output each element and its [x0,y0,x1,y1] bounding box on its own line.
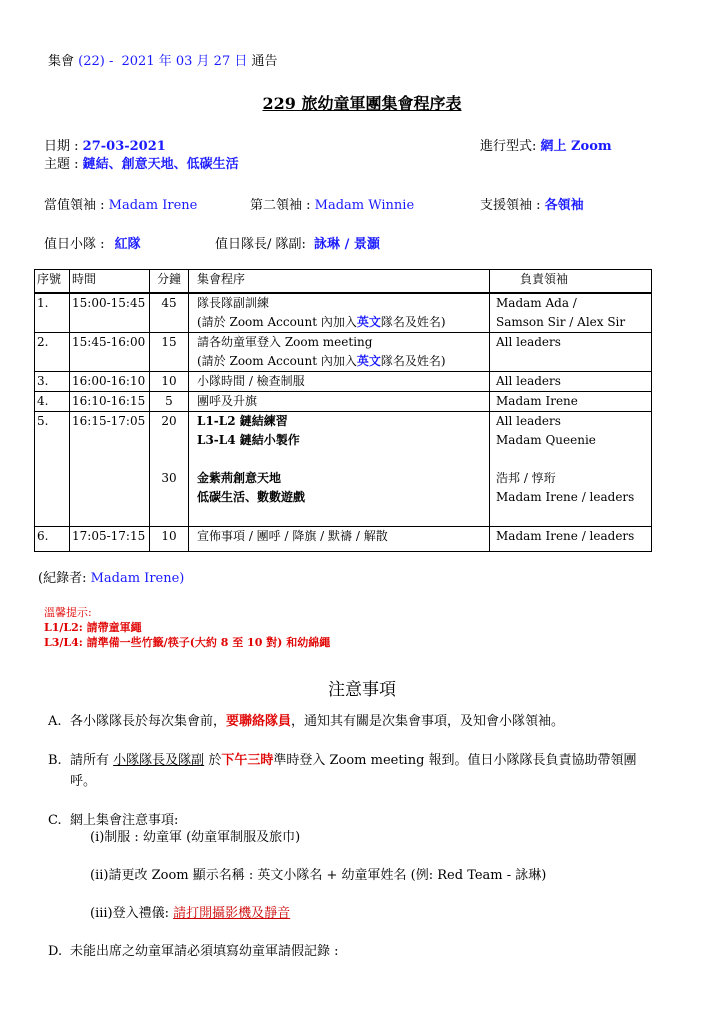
note-post: 隊名及姓名) [380,315,446,329]
header-suffix: 通告 [251,54,278,69]
support-leader-row [480,194,584,213]
programme-line: L3-L4 鏈結小製作 [197,433,300,447]
theme-row [44,153,239,172]
row-leader: Madam Irene [490,392,652,412]
row-programme: 宣佈事項 / 團呼 / 降旗 / 默禱 / 解散 [189,527,490,552]
row-minutes: 10 [150,527,189,552]
table-row [35,372,652,392]
table-row [35,293,652,333]
row-time: 16:15-17:05 [70,412,150,527]
recorder-name: Madam Irene) [90,571,185,586]
header-programme: 集會程序 [189,270,490,294]
row-programme: 小隊時間 / 檢查制服 [189,372,490,392]
notes-heading: 注意事項 [328,680,396,700]
mode-row [480,135,612,154]
leader-line: Samson Sir / Alex Sir [496,315,626,329]
schedule-table [34,269,652,552]
programme-note [197,352,487,371]
note-b-highlight: 下午三時 [221,753,274,768]
minutes-a: 20 [161,414,177,428]
note-c-iii-highlight: 請打開攝影機及靜音 [173,906,291,921]
row-programme [189,333,490,372]
theme-value: 鏈結、創意天地、低碳生活 [82,157,239,172]
note-b-letter: B. [48,753,62,768]
table-row [35,392,652,412]
notice-header [48,50,278,69]
note-b [48,751,637,771]
programme-line: 低碳生活、數數遊戲 [197,490,306,504]
reminder-line-2: L3/L4: 請準備一些竹籤/筷子(大約 8 至 10 對) 和幼綿繩 [44,636,331,649]
second-leader-label: 第二領袖 : [250,198,311,213]
row-no: 3. [35,372,70,392]
leader-line: 浩邦 / 惇珩 [496,471,556,485]
theme-label: 主題 : [44,157,79,172]
note-pre: (請於 Zoom Account 內加入 [197,315,357,329]
note-b-post: 準時登入 Zoom meeting 報到。值日小隊隊長負責協助帶領團 [273,753,637,768]
row-minutes: 45 [150,293,189,333]
note-post: 隊名及姓名) [380,354,446,368]
programme-line: 請各幼童軍登入 Zoom meeting [197,335,373,349]
header-no: 序號 [35,270,70,294]
row-no: 6. [35,527,70,552]
note-d-letter: D. [48,944,63,959]
header-prefix: 集會 [48,54,75,69]
duty-sixer-row [215,233,380,252]
row-time: 16:10-16:15 [70,392,150,412]
note-d-text: 未能出席之幼童軍請必須填寫幼童軍請假記錄 : [70,944,339,959]
row-minutes: 10 [150,372,189,392]
row-time: 16:00-16:10 [70,372,150,392]
row-programme [189,412,490,527]
row-time: 17:05-17:15 [70,527,150,552]
row-leader: All leaders [490,372,652,392]
row-programme: 團呼及升旗 [189,392,490,412]
row-time: 15:00-15:45 [70,293,150,333]
leader-line: Madam Irene / leaders [496,490,635,504]
note-highlight: 英文 [356,315,381,329]
duty-leader-label: 當值領袖 : [44,198,105,213]
note-d [48,942,339,962]
programme-line: 隊長隊副訓練 [197,296,270,310]
note-c-ii: (ii)請更改 Zoom 顯示名稱 : 英文小隊名 + 幼童軍姓名 (例: Red Team - 詠琳) [90,868,547,883]
row-leader [490,333,652,372]
note-c-letter: C. [48,813,62,828]
note-pre: (請於 Zoom Account 內加入 [197,354,357,368]
note-a-post: ，通知其有關是次集會事項，及知會小隊領袖。 [291,714,565,729]
date-value: 27-03-2021 [82,139,166,154]
second-leader-value: Madam Winnie [314,198,415,213]
second-leader-row [250,194,414,213]
note-a [48,712,564,732]
note-a-letter: A. [48,714,62,729]
duty-six-label: 值日小隊 : [44,237,105,252]
recorder-note [38,567,184,586]
header-leader: 負責領袖 [490,270,652,294]
row-leader [490,293,652,333]
date-row [44,135,166,154]
table-row [35,527,652,552]
programme-line: 金紫荊創意天地 [197,471,282,485]
duty-sixer-value: 詠琳 / 景灝 [314,237,380,252]
leader-line: All leaders [496,414,561,428]
programme-note [197,313,487,332]
reminder-line-1: L1/L2: 請帶童軍繩 [44,621,142,634]
note-a-highlight: 要聯絡隊員 [226,714,292,729]
row-time: 15:45-16:00 [70,333,150,372]
duty-sixer-label: 值日隊長/ 隊副: [215,237,306,252]
note-b-cont: 呼。 [70,774,97,789]
note-b-pre: 請所有 [70,753,110,768]
row-minutes [150,412,189,527]
table-row [35,333,652,372]
note-b-underlined: 小隊隊長及隊副 [113,753,205,768]
row-no: 2. [35,333,70,372]
row-leader: Madam Irene / leaders [490,527,652,552]
row-programme [189,293,490,333]
duty-six-value: 紅隊 [114,237,141,252]
row-leader [490,412,652,527]
note-c-title: 網上集會注意事項: [70,813,179,828]
row-no: 4. [35,392,70,412]
note-a-pre: 各小隊隊長於每次集會前， [70,714,227,729]
page-title: 229 旅幼童軍團集會程序表 [262,94,462,113]
note-c-iii-label: (iii)登入禮儀: [90,906,169,921]
note-c-i: (i)制服 : 幼童軍 (幼童軍制服及旅巾) [90,830,301,845]
programme-line: L1-L2 鏈結練習 [197,414,288,428]
note-b-mid: 於 [208,753,222,768]
table-row [35,412,652,527]
row-minutes: 15 [150,333,189,372]
row-no: 5. [35,412,70,527]
duty-six-row [44,233,141,252]
recorder-label: (紀錄者: [38,571,87,586]
support-leader-label: 支援領袖 : [480,198,541,213]
header-date: 2021 年 03 月 27 日 [121,54,248,69]
header-minutes: 分鐘 [150,270,189,294]
leader-line: Madam Ada / [496,296,577,310]
row-no: 1. [35,293,70,333]
mode-label: 進行型式: [480,139,537,154]
leader-line: Madam Queenie [496,433,596,447]
support-leader-value: 各領袖 [544,198,584,213]
duty-leader-value: Madam Irene [108,198,198,213]
mode-value: 網上 Zoom [540,139,612,154]
table-header-row [35,270,652,294]
header-number: (22) - [78,54,114,69]
note-c-iii [90,904,290,924]
duty-leader-row [44,194,197,213]
header-time: 時間 [70,270,150,294]
minutes-b: 30 [161,471,177,485]
note-highlight: 英文 [356,354,381,368]
leader-line: All leaders [496,335,561,349]
row-minutes: 5 [150,392,189,412]
date-label: 日期 : [44,139,79,154]
reminder-title: 溫馨提示: [44,606,92,619]
